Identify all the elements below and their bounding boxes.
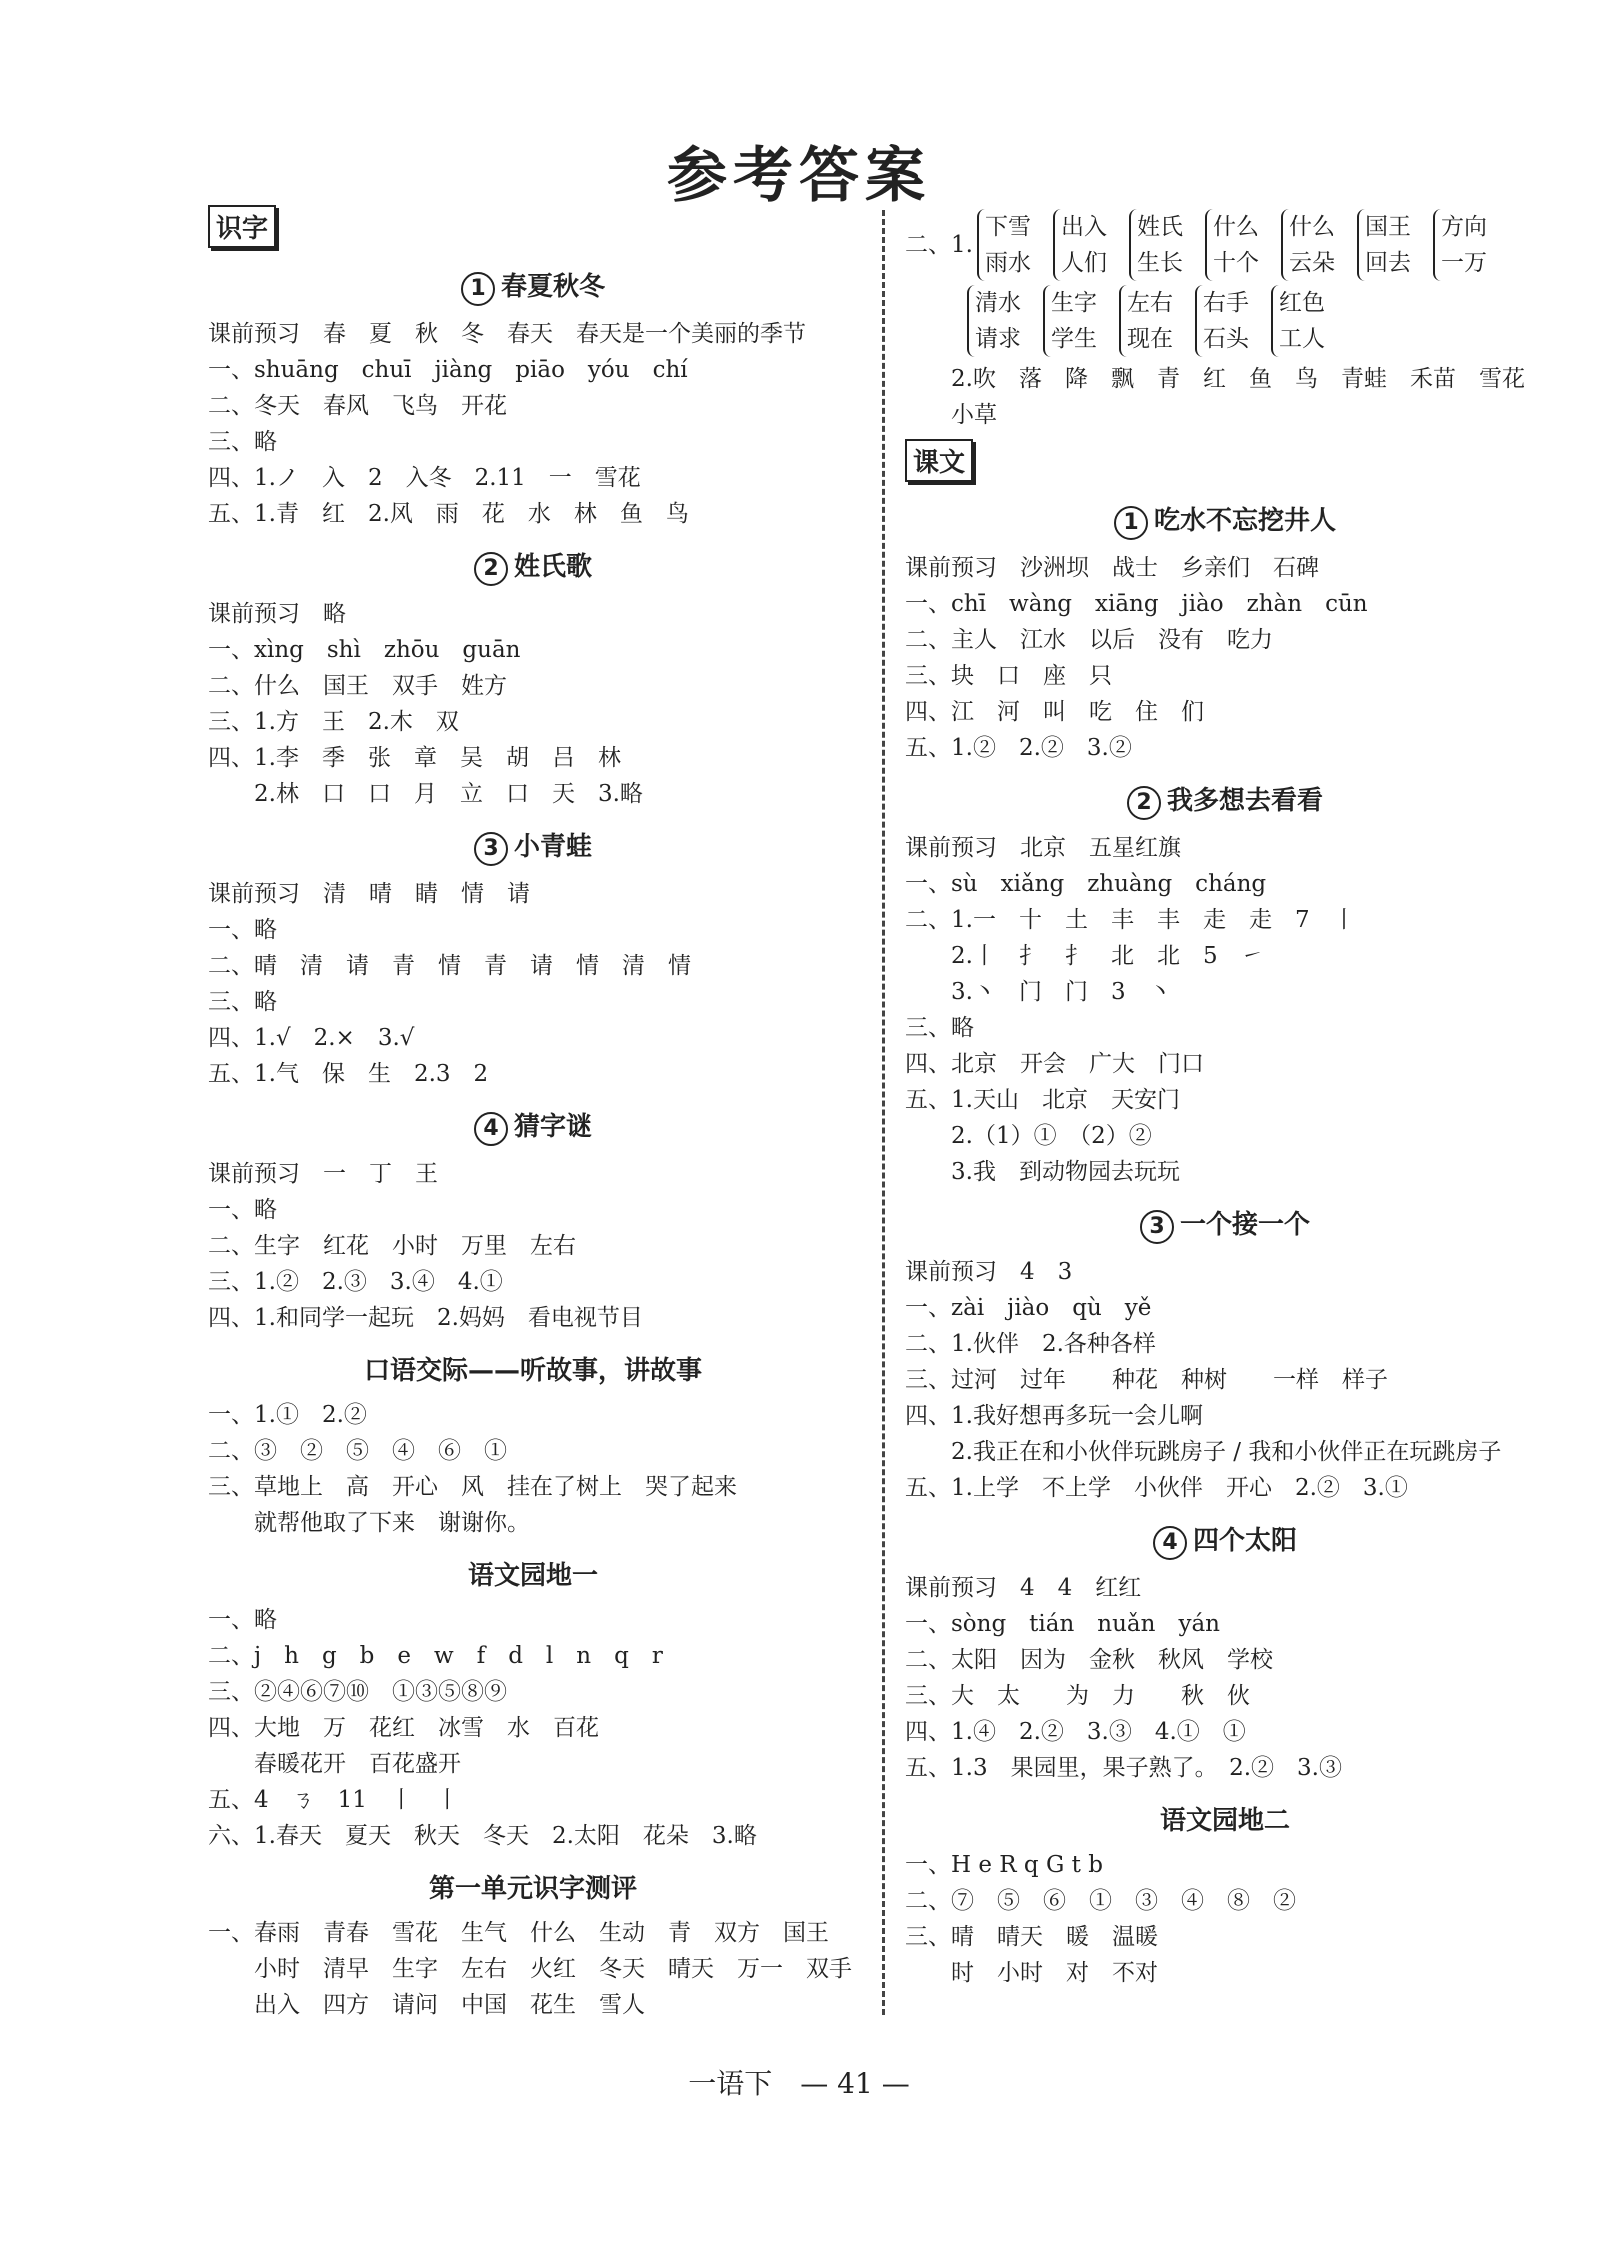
page-title: 参考答案 (667, 141, 931, 211)
answer-line: 五、1.3 果园里，果子熟了。 2.② 3.③ (905, 1755, 1342, 1781)
answer-line: 六、1.春天 夏天 秋天 冬天 2.太阳 花朵 3.略 (208, 1823, 757, 1849)
pair-word: 生字 (1051, 290, 1097, 316)
answer-line: 四、大地 万 花红 冰雪 水 百花 (208, 1715, 599, 1741)
answer-line: 2.我正在和小伙伴玩跳房子 / 我和小伙伴正在玩跳房子 (905, 1439, 1502, 1465)
answer-line: 四、1.ノ 入 2 入冬 2.11 一 雪花 (208, 465, 641, 491)
section-heading (208, 1350, 858, 1387)
answer-line: 时 小时 对 不对 (905, 1960, 1158, 1986)
answer-line: 课前预习 4 4 红红 (905, 1575, 1142, 1601)
word-pair (1043, 285, 1097, 357)
answer-line: 二、冬天 春风 飞鸟 开花 (208, 393, 507, 419)
answer-line: 一、略 (208, 1607, 277, 1633)
answer-line: 一、shuāng chuī jiàng piāo yóu chí (208, 357, 688, 383)
answer-line: 课前预习 北京 五星红旗 (905, 835, 1181, 861)
pair-word: 清水 (975, 290, 1021, 316)
pair-word: 生长 (1136, 250, 1183, 276)
answer-line: 二、太阳 因为 金秋 秋风 学校 (905, 1647, 1273, 1673)
pair-word: 请求 (975, 326, 1021, 352)
answer-line: 二、j h g b e w f d l n q r (208, 1643, 663, 1669)
pair-word: 雨水 (984, 250, 1031, 276)
word-pair (967, 285, 1021, 357)
answer-line: 一、1.① 2.② (208, 1402, 367, 1428)
answer-line: 二、⑦ ⑤ ⑥ ① ③ ④ ⑧ ② (905, 1888, 1296, 1914)
answer-line: 四、1.李 季 张 章 吴 胡 吕 林 (208, 745, 621, 771)
answer-line: 一、zài jiào qù yě (905, 1295, 1152, 1321)
answer-line: 五、1.② 2.② 3.② (905, 735, 1132, 761)
column-divider (882, 210, 885, 2015)
section-heading (208, 546, 858, 586)
section-number-icon: 3 (1140, 1210, 1174, 1244)
pair-word: 十个 (1212, 250, 1259, 276)
answer-line: 一、略 (208, 1197, 277, 1223)
pair-word: 现在 (1127, 326, 1173, 352)
word-pair (1129, 209, 1183, 281)
answer-line: 五、1.气 保 生 2.3 2 (208, 1061, 489, 1087)
word-pair (1053, 209, 1107, 281)
word-pair (1195, 285, 1249, 357)
answer-line: 三、略 (208, 989, 277, 1015)
section-heading (905, 1800, 1545, 1837)
answer-line: 五、1.上学 不上学 小伙伴 开心 2.② 3.① (905, 1475, 1408, 1501)
answer-line: 春暖花开 百花盛开 (208, 1751, 461, 1777)
word-pair (1205, 209, 1259, 281)
answer-line: 就帮他取了下来 谢谢你。 (208, 1510, 530, 1536)
pair-word: 姓氏 (1136, 214, 1183, 240)
answer-line: 三、大 太 为 力 秋 伙 (905, 1683, 1250, 1709)
page-footer: 一语下 — 41 — (688, 2067, 910, 2100)
right-column (905, 205, 1545, 1991)
answer-line: 三、草地上 高 开心 风 挂在了树上 哭了起来 (208, 1474, 737, 1500)
left-sections (208, 266, 858, 2023)
answer-line: 二、主人 江水 以后 没有 吃力 (905, 627, 1273, 653)
section-title: 一个接一个 (1179, 1210, 1310, 1240)
pair-row (905, 209, 1545, 281)
answer-line: 课前预习 一 丁 王 (208, 1161, 438, 1187)
section-number-icon: 4 (474, 1112, 508, 1146)
answer-line: 课前预习 4 3 (905, 1259, 1073, 1285)
answer-line: 3.丶 门 门 3 丶 (905, 979, 1172, 1005)
pair-word: 方向 (1440, 214, 1487, 240)
answer-line: 三、1.② 2.③ 3.④ 4.① (208, 1269, 503, 1295)
answer-line: 三、略 (208, 429, 277, 455)
answer-line: 一、xìng shì zhōu guān (208, 637, 521, 663)
section-tag-kewen: 课文 (905, 439, 973, 482)
answer-line: 2.丨 扌 扌 北 北 5 ㇀ (905, 943, 1264, 969)
answer-line: 五、4 ㄋ 11 丨 丨 (208, 1787, 459, 1813)
pair-word: 学生 (1051, 326, 1097, 352)
answer-line: 二、生字 红花 小时 万里 左右 (208, 1233, 576, 1259)
answer-line: 四、北京 开会 广大 门口 (905, 1051, 1204, 1077)
pair-word: 右手 (1203, 290, 1249, 316)
section-number-icon: 2 (474, 552, 508, 586)
answer-line: 二、什么 国王 双手 姓方 (208, 673, 507, 699)
section-heading (208, 1868, 858, 1905)
section-heading (905, 1204, 1545, 1244)
answer-line: 四、1.√ 2.× 3.√ (208, 1025, 415, 1051)
answer-line: 课前预习 清 晴 睛 情 请 (208, 881, 530, 907)
pair-word: 一万 (1440, 250, 1487, 276)
answer-line: 课前预习 春 夏 秋 冬 春天 春天是一个美丽的季节 (208, 321, 806, 347)
answer-line: 二、晴 清 请 青 情 青 请 情 清 情 (208, 953, 691, 979)
answer-line: 四、1.和同学一起玩 2.妈妈 看电视节目 (208, 1305, 643, 1331)
section-title: 我多想去看看 (1166, 786, 1323, 816)
pair-prefix: 二、1. (905, 232, 973, 258)
answer-line: 一、chī wàng xiāng jiào zhàn cūn (905, 591, 1368, 617)
answer-line: 四、江 河 叫 吃 住 们 (905, 699, 1204, 725)
answer-line: 课前预习 沙洲坝 战士 乡亲们 石碑 (905, 555, 1319, 581)
pair-word: 什么 (1212, 214, 1259, 240)
pair-word: 国王 (1364, 214, 1411, 240)
section-heading (905, 1520, 1545, 1560)
answer-line: 小时 清早 生字 左右 火红 冬天 晴天 万一 双手 (208, 1956, 852, 1982)
answer-line: 三、略 (905, 1015, 974, 1041)
pair-row (967, 285, 1545, 357)
answer-line: 2.（1）① （2）② (905, 1123, 1152, 1149)
section-number-icon: 2 (1127, 786, 1161, 820)
word-pair (1281, 209, 1335, 281)
right-sections (905, 500, 1545, 1991)
word-pair (977, 209, 1031, 281)
section-title: 四个太阳 (1192, 1526, 1297, 1556)
word-pair (1357, 209, 1411, 281)
answer-line: 三、过河 过年 种花 种树 一样 样子 (905, 1367, 1388, 1393)
section-title: 语文园地二 (1159, 1806, 1290, 1836)
answer-line: 四、1.我好想再多玩一会儿啊 (905, 1403, 1203, 1429)
section-title: 小青蛙 (513, 832, 592, 862)
answer-line: 二、③ ② ⑤ ④ ⑥ ① (208, 1438, 507, 1464)
section-tag-shizi: 识字 (208, 205, 276, 248)
answer-line: 2.吹 落 降 飘 青 红 鱼 鸟 青蛙 禾苗 雪花 (905, 366, 1525, 392)
answer-line: 一、H e R q G t b (905, 1852, 1103, 1878)
answer-line: 出入 四方 请问 中国 花生 雪人 (208, 1992, 645, 2018)
pair-word: 工人 (1279, 326, 1325, 352)
pair-word: 红色 (1279, 290, 1325, 316)
section-title: 吃水不忘挖井人 (1153, 506, 1336, 536)
pair-word: 人们 (1060, 250, 1107, 276)
answer-line: 二、1.一 十 土 丰 丰 走 走 7 丨 (905, 907, 1356, 933)
section-heading (208, 1106, 858, 1146)
section-heading (905, 500, 1545, 540)
section-title: 第一单元识字测评 (428, 1874, 637, 1904)
right-top-block (905, 209, 1545, 433)
answer-line: 一、春雨 青春 雪花 生气 什么 生动 青 双方 国王 (208, 1920, 829, 1946)
pair-word: 下雪 (984, 214, 1031, 240)
answer-line: 小草 (905, 402, 997, 428)
section-number-icon: 4 (1153, 1526, 1187, 1560)
left-column (208, 205, 858, 2023)
answer-line: 课前预习 略 (208, 601, 346, 627)
section-number-icon: 1 (1114, 506, 1148, 540)
word-pair (1119, 285, 1173, 357)
answer-line: 四、1.④ 2.② 3.③ 4.① ① (905, 1719, 1246, 1745)
section-heading (905, 780, 1545, 820)
answer-line: 三、块 口 座 只 (905, 663, 1112, 689)
pair-word: 什么 (1288, 214, 1335, 240)
section-title: 春夏秋冬 (500, 272, 605, 302)
section-number-icon: 1 (461, 272, 495, 306)
answer-line: 2.林 口 口 月 立 口 天 3.略 (208, 781, 643, 807)
answer-line: 三、1.方 王 2.木 双 (208, 709, 459, 735)
pair-word: 出入 (1060, 214, 1107, 240)
section-title: 猜字谜 (513, 1112, 592, 1142)
section-title: 语文园地一 (467, 1561, 598, 1591)
answer-line: 一、sù xiǎng zhuàng cháng (905, 871, 1267, 897)
answer-line: 3.我 到动物园去玩玩 (905, 1159, 1180, 1185)
section-heading (208, 826, 858, 866)
answer-line: 一、sòng tián nuǎn yán (905, 1611, 1220, 1637)
word-pair (1433, 209, 1487, 281)
pair-word: 回去 (1364, 250, 1411, 276)
answer-line: 一、略 (208, 917, 277, 943)
answer-line: 五、1.天山 北京 天安门 (905, 1087, 1180, 1113)
section-title: 口语交际——听故事，讲故事 (363, 1356, 702, 1386)
answer-line: 五、1.青 红 2.风 雨 花 水 林 鱼 鸟 (208, 501, 689, 527)
section-heading (208, 1555, 858, 1592)
section-heading (208, 266, 858, 306)
section-number-icon: 3 (474, 832, 508, 866)
word-pair (1271, 285, 1325, 357)
pair-word: 云朵 (1288, 250, 1335, 276)
pair-word: 石头 (1203, 326, 1249, 352)
pair-word: 左右 (1127, 290, 1173, 316)
answer-line: 二、1.伙伴 2.各种各样 (905, 1331, 1156, 1357)
section-title: 姓氏歌 (513, 552, 592, 582)
answer-line: 三、晴 晴天 暖 温暖 (905, 1924, 1158, 1950)
answer-line: 三、②④⑥⑦⑩ ①③⑤⑧⑨ (208, 1679, 507, 1705)
